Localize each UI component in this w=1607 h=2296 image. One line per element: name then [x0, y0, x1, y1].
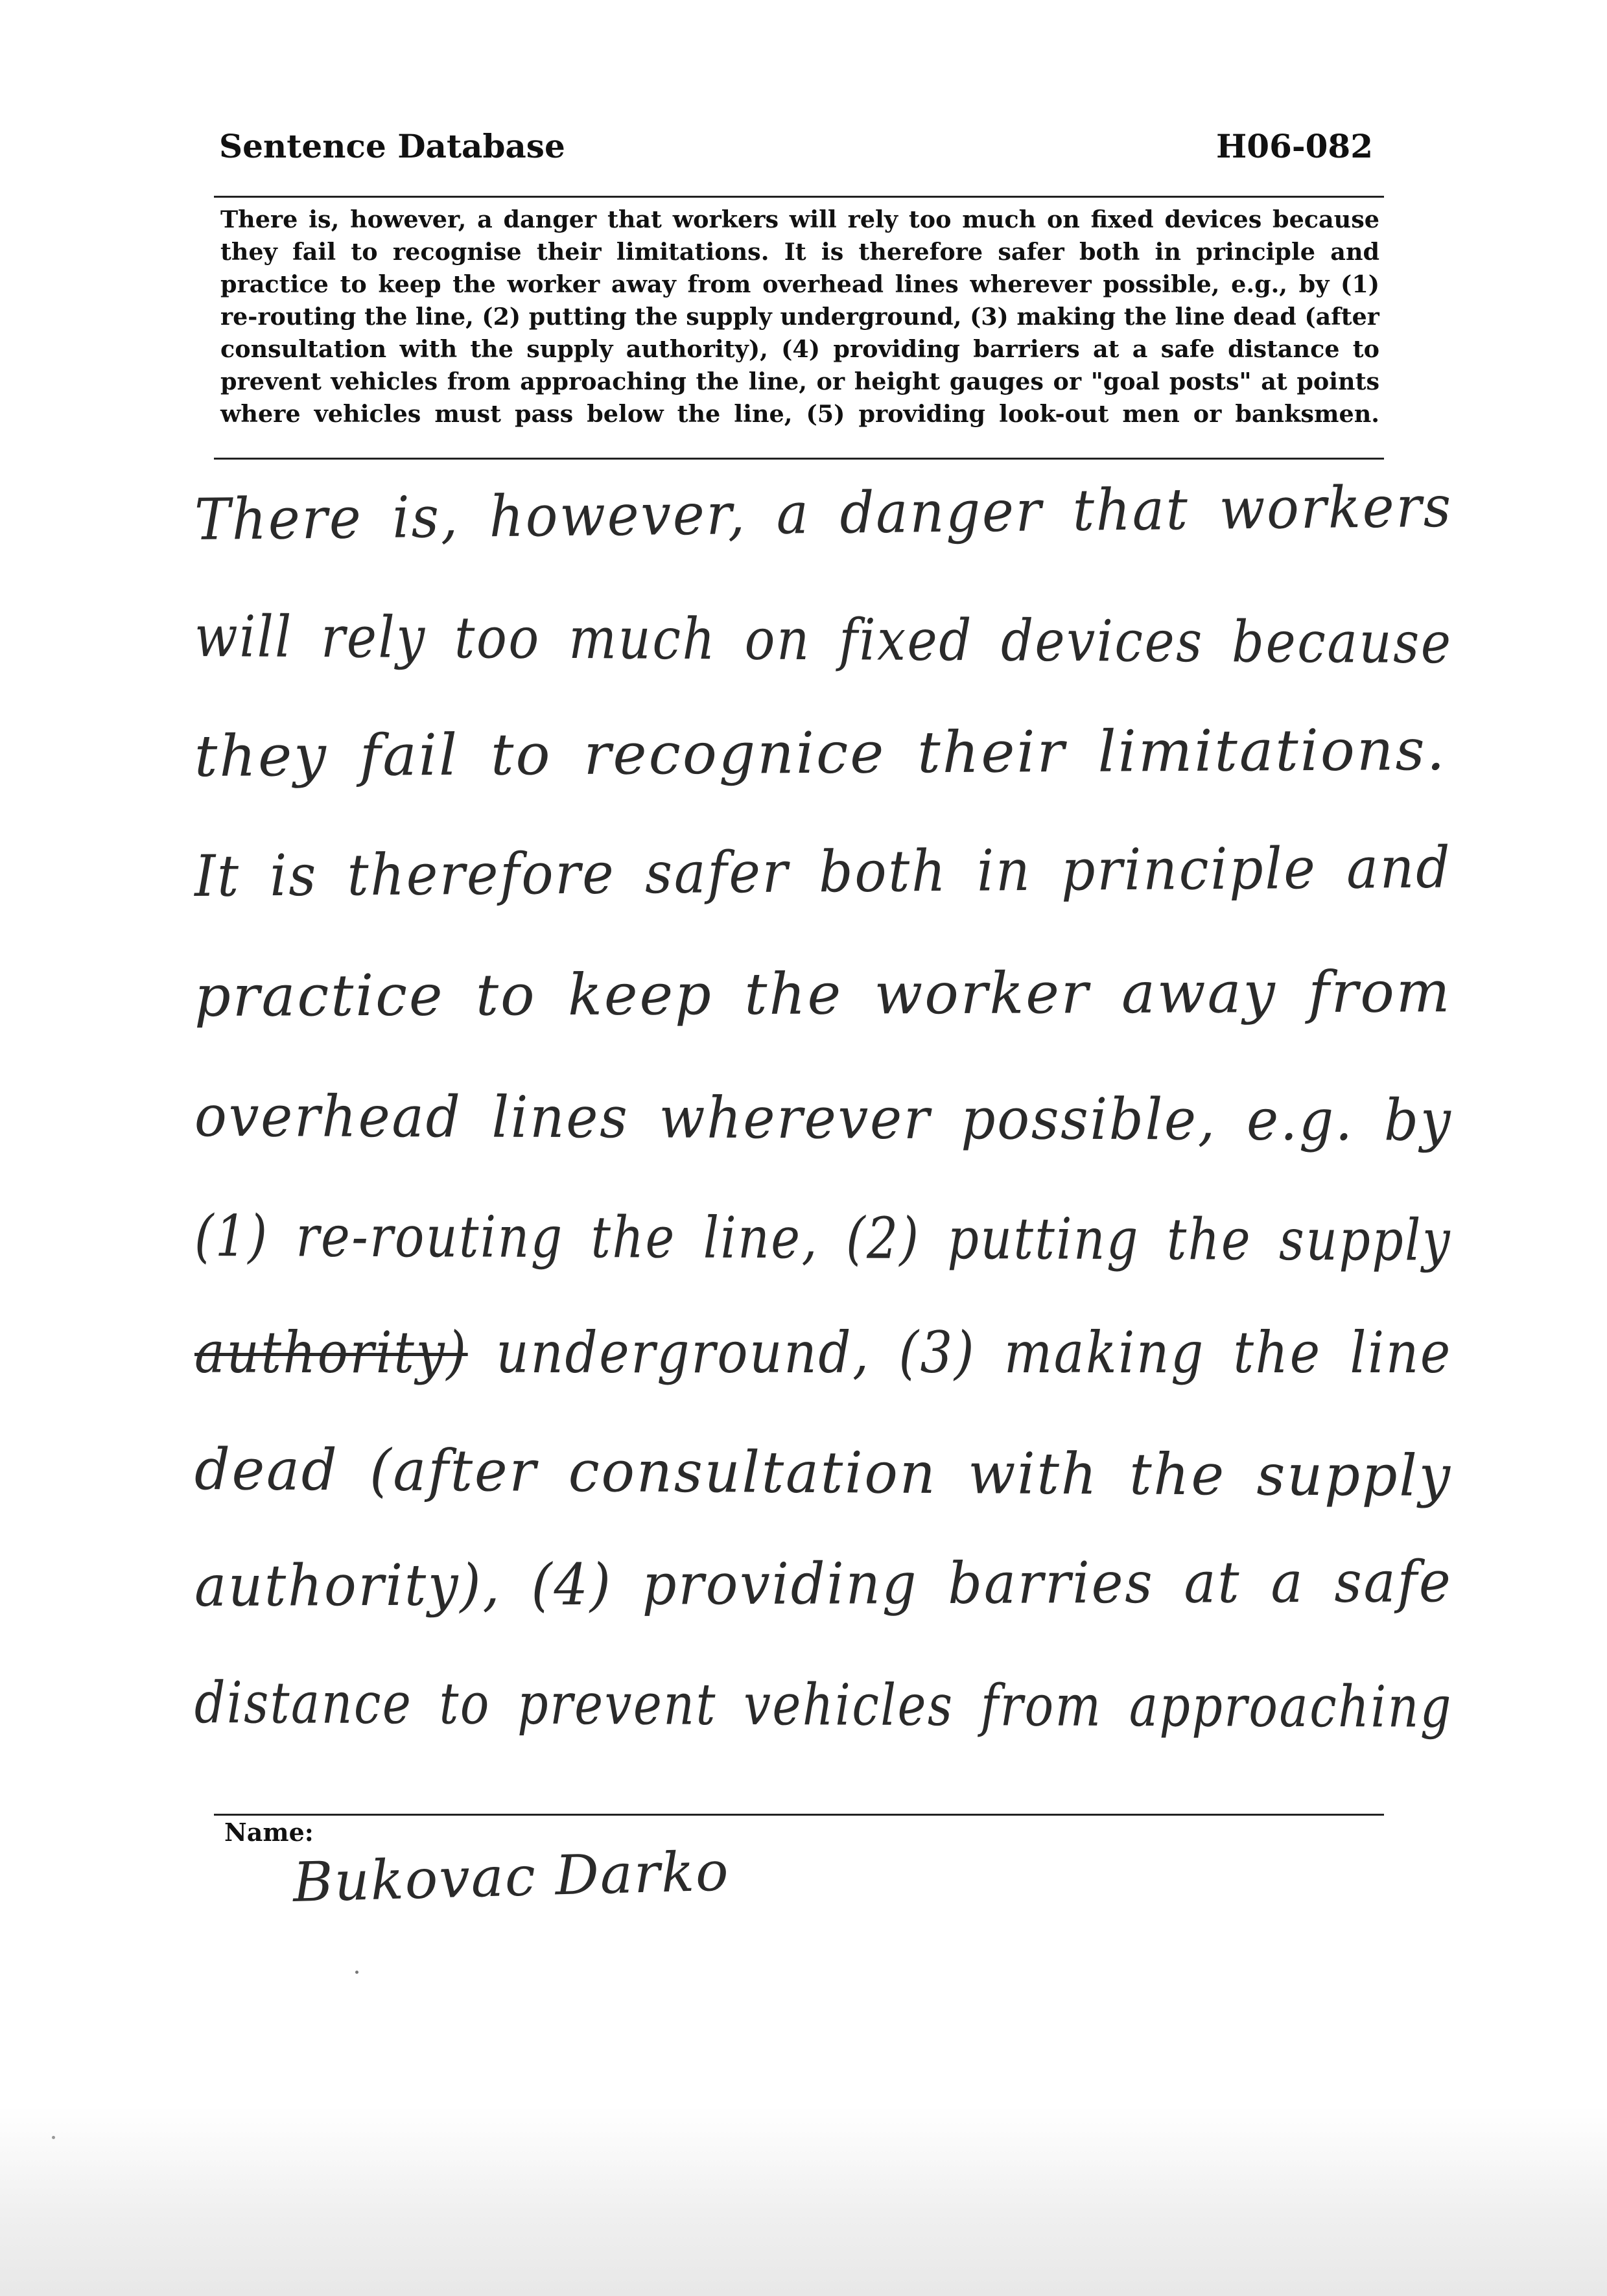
database-title: Sentence Database: [219, 127, 565, 165]
struck-out-word: authority): [194, 1319, 468, 1386]
handwritten-line: overhead lines wherever possible, e.g. by: [194, 1083, 1453, 1154]
handwritten-line: authority), (4) providing barries at a safe: [194, 1548, 1453, 1619]
handwritten-line: distance to prevent vehicles from approaching: [194, 1669, 1453, 1740]
prompt-rule: [214, 458, 1384, 460]
handwritten-line: It is therefore safer both in principle and: [194, 834, 1452, 909]
footer-rule: [214, 1814, 1384, 1816]
printed-line: consultation with the supply authority), (4) providing barriers at a safe distance to: [220, 335, 1379, 363]
header-rule: [214, 196, 1384, 198]
printed-line: There is, however, a danger that workers will rely too much on fixed devices because: [220, 205, 1379, 233]
printed-line: practice to keep the worker away from overhead lines wherever possible, e.g., by (1): [220, 270, 1379, 298]
handwritten-line: will rely too much on fixed devices because: [194, 603, 1453, 677]
printed-line: prevent vehicles from approaching the line, or height gauges or "goal posts" at points: [220, 368, 1379, 395]
printed-line: they fail to recognise their limitations. It is therefore safer both in principle and: [220, 238, 1379, 266]
printed-prompt-text: [220, 204, 1379, 430]
name-label: Name:: [224, 1818, 314, 1847]
form-header: [219, 127, 1373, 172]
handwritten-line: dead (after consultation with the supply: [194, 1436, 1453, 1510]
handwritten-line: There is, however, a danger that workers: [194, 473, 1453, 553]
handwritten-line: they fail to recognice their limitations.: [194, 716, 1447, 790]
handwritten-line-text: underground, (3) making the line: [496, 1319, 1452, 1386]
handwritten-line: practice to keep the worker away from: [194, 958, 1452, 1029]
scan-speck: [355, 1971, 358, 1974]
form-id: H06-082: [1216, 127, 1373, 165]
writer-signature: Bukovac Darko: [292, 1839, 731, 1914]
printed-line: re-routing the line, (2) putting the supply underground, (3) making the line dead (after: [220, 303, 1379, 331]
handwritten-line-with-correction: [194, 1319, 1452, 1386]
printed-line: where vehicles must pass below the line, (5) providing look-out men or banksmen.: [220, 400, 1379, 428]
handwritten-line: (1) re-routing the line, (2) putting the supply: [194, 1202, 1452, 1274]
scan-shadow: [0, 2107, 1607, 2296]
